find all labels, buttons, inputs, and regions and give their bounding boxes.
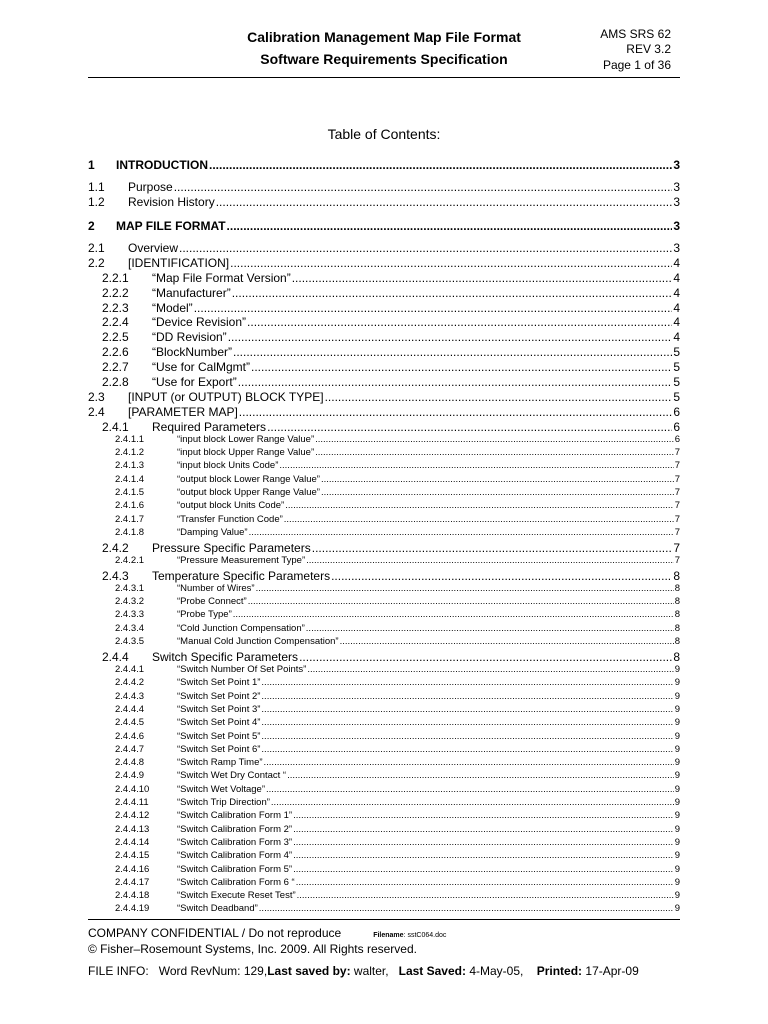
toc-entry-page: 4: [673, 285, 680, 300]
toc-dot-leader: [306, 555, 674, 566]
toc-entry-page: 6: [674, 433, 680, 445]
toc-dot-leader: [266, 784, 674, 795]
confidential-line: COMPANY CONFIDENTIAL / Do not reproduce Filename: sstC064.doc: [88, 926, 447, 940]
toc-entry-title: “Switch Trip Direction”: [177, 797, 270, 808]
toc-entry-title: “Switch Wet Dry Contact “: [177, 770, 287, 782]
toc-entry-number: 2.3: [88, 389, 105, 404]
toc-entry-title: “Probe Type”: [177, 609, 232, 621]
toc-entry[interactable]: [88, 583, 680, 594]
toc-entry-page: 4: [673, 300, 680, 315]
toc-entry-title: “Number of Wires”: [177, 582, 255, 594]
toc-entry-page: 4: [673, 255, 680, 270]
document-revision: REV 3.2: [626, 42, 671, 56]
toc-entry-number: 2.4.1.3: [115, 460, 145, 472]
toc-entry-number: 2.4.4.3: [115, 690, 145, 702]
toc-entry[interactable]: [88, 717, 680, 728]
toc-entry-title: Pressure Specific Parameters: [152, 540, 311, 555]
toc-entry-title: “Switch Set Point 5”: [177, 730, 261, 742]
toc-dot-leader: [209, 158, 672, 172]
page-number: Page 1 of 36: [602, 58, 671, 72]
toc-dot-leader: [261, 731, 673, 742]
toc-entry-title: “Manual Cold Junction Compensation”: [177, 636, 339, 647]
confidential-notice: COMPANY CONFIDENTIAL / Do not reproduce: [88, 926, 342, 940]
toc-dot-leader: [279, 460, 673, 471]
toc-entry-title: “Switch Set Point 4”: [177, 717, 261, 729]
toc-dot-leader: [239, 405, 673, 419]
toc-entry-page: 7: [674, 554, 680, 566]
toc-entry-title: “Use for Export”: [152, 375, 237, 389]
toc-entry-number: 2.4.4.7: [115, 743, 145, 755]
toc-entry-title: Revision History: [128, 194, 215, 209]
toc-dot-leader: [287, 770, 674, 781]
toc-dot-leader: [230, 256, 672, 270]
file-info-line: [88, 964, 639, 978]
toc-entry-page: 3: [673, 158, 680, 172]
footer-divider: [88, 919, 680, 920]
toc-dot-leader: [247, 315, 672, 329]
toc-entry[interactable]: [88, 877, 680, 888]
toc-entry-title: “Switch Set Point 2”: [177, 690, 261, 702]
toc-entry-title: “Device Revision”: [152, 315, 247, 330]
toc-entry-number: 2.2.7: [102, 360, 129, 375]
toc-entry-number: 2.4.4.5: [115, 717, 145, 729]
toc-entry[interactable]: [88, 636, 680, 647]
filename-label: Filename: [373, 932, 404, 939]
toc-entry-page: 9: [674, 863, 680, 875]
toc-entry[interactable]: [88, 474, 680, 485]
toc-entry[interactable]: [88, 903, 680, 914]
toc-entry-number: 2.4.4.2: [115, 677, 145, 689]
toc-entry-title: “Switch Calibration Form 5”: [177, 863, 293, 875]
toc-entry[interactable]: [88, 650, 680, 664]
toc-dot-leader: [306, 623, 674, 634]
toc-entry-title: Purpose: [128, 180, 173, 194]
toc-entry[interactable]: [88, 824, 680, 835]
toc-dot-leader: [331, 569, 672, 583]
last-saved-label: Last Saved:: [398, 964, 466, 978]
toc-entry[interactable]: [88, 731, 680, 742]
toc-entry-number: 2.4.4: [102, 650, 129, 664]
toc-entry-number: 2.2.6: [102, 345, 129, 360]
toc-entry-page: 9: [674, 850, 680, 862]
toc-entry-page: 9: [674, 823, 680, 835]
toc-dot-leader: [321, 487, 674, 498]
toc-entry-page: 9: [674, 677, 680, 689]
toc-entry-number: 2.4.4.18: [115, 890, 150, 902]
toc-entry-page: 9: [674, 664, 680, 675]
toc-entry-title: “Switch Set Point 6”: [177, 743, 261, 755]
toc-entry-title: Switch Specific Parameters: [152, 650, 299, 664]
toc-entry-title: “Switch Calibration Form 2”: [177, 823, 293, 835]
document-title: Calibration Management Map File Format: [247, 29, 521, 45]
toc-entry-number: 2.2: [88, 255, 105, 270]
toc-entry-number: 2.4.4.6: [115, 730, 145, 742]
toc-entry-page: 9: [674, 836, 680, 848]
toc-entry[interactable]: [88, 555, 680, 566]
toc-entry-number: 2.1: [88, 240, 105, 255]
toc-entry-page: 8: [674, 596, 680, 608]
toc-entry-page: 8: [674, 582, 680, 594]
toc-entry-title: “Switch Calibration Form 1”: [177, 810, 293, 822]
toc-entry[interactable]: [88, 744, 680, 755]
toc-entry-number: 2.4.1.8: [115, 526, 145, 538]
toc-entry-title: “input block Upper Range Value”: [177, 447, 315, 458]
toc-entry[interactable]: [88, 770, 680, 781]
toc-entry-page: 5: [673, 345, 680, 360]
document-subtitle: Software Requirements Specification: [260, 51, 508, 67]
toc-entry-number: 2.4.1.6: [115, 500, 145, 512]
last-saved-by-value: walter,: [353, 964, 389, 978]
toc-entry-number: 2.4.4.15: [115, 850, 150, 862]
toc-entry-page: 9: [674, 903, 680, 915]
toc-entry-title: INTRODUCTION: [116, 158, 208, 172]
toc-entry-title: “Transfer Function Code”: [177, 513, 283, 525]
toc-entry-page: 9: [674, 876, 680, 888]
toc-entry-page: 7: [674, 473, 680, 485]
toc-entry[interactable]: [88, 850, 680, 861]
toc-entry[interactable]: [88, 664, 680, 675]
toc-entry-title: “input block Lower Range Value”: [177, 433, 315, 445]
toc-entry[interactable]: [88, 541, 680, 555]
toc-dot-leader: [267, 420, 672, 434]
toc-dot-leader: [285, 500, 674, 511]
toc-entry-number: 2.2.8: [102, 375, 129, 389]
toc-entry-page: 6: [673, 404, 680, 419]
toc-dot-leader: [293, 837, 674, 848]
toc-dot-leader: [315, 447, 674, 458]
toc-entry-title: “Switch Calibration Form 6 “: [177, 876, 295, 888]
toc-entry-page: 7: [674, 500, 680, 512]
printed-value: 17-Apr-09: [585, 964, 639, 978]
toc-entry-title: “output block Lower Range Value”: [177, 473, 320, 485]
toc-entry-number: 2.4.1.1: [115, 433, 145, 445]
toc-entry-title: “Use for CalMgmt”: [152, 360, 251, 375]
toc-entry[interactable]: [88, 890, 680, 901]
toc-entry-title: “Switch Wet Voltage”: [177, 783, 266, 795]
toc-entry-page: 9: [674, 783, 680, 795]
toc-entry-title: Temperature Specific Parameters: [152, 568, 331, 583]
toc-dot-leader: [261, 691, 673, 702]
toc-entry-page: 9: [674, 757, 680, 769]
toc-entry-number: 2.4.3: [102, 568, 129, 583]
toc-entry-number: 2.2.3: [102, 300, 129, 315]
file-info-label: FILE INFO:: [88, 964, 149, 978]
toc-entry[interactable]: [88, 596, 680, 607]
toc-entry[interactable]: [88, 315, 680, 329]
toc-entry-title: “Switch Execute Reset Test”: [177, 890, 296, 902]
toc-entry[interactable]: [88, 180, 680, 194]
toc-entry-title: “Probe Connect”: [177, 596, 247, 608]
toc-entry[interactable]: [88, 286, 680, 300]
toc-entry-page: 9: [674, 770, 680, 782]
toc-entry-page: 9: [674, 743, 680, 755]
toc-dot-leader: [325, 390, 673, 404]
toc-dot-leader: [227, 219, 673, 233]
toc-entry-number: 2.4.3.5: [115, 636, 145, 647]
header-divider: [88, 77, 680, 78]
toc-entry-title: “Switch Set Point 1”: [177, 677, 261, 689]
toc-entry[interactable]: [88, 241, 680, 255]
toc-dot-leader: [261, 744, 673, 755]
toc-entry-number: 2.4.2: [102, 540, 129, 555]
toc-dot-leader: [179, 241, 672, 255]
toc-entry-number: 2.2.4: [102, 315, 129, 330]
toc-dot-leader: [174, 180, 673, 194]
toc-dot-leader: [271, 797, 674, 808]
toc-entry-title: “Switch Calibration Form 4”: [177, 850, 293, 862]
toc-entry[interactable]: [88, 691, 680, 702]
toc-entry-number: 2.2.5: [102, 330, 129, 345]
toc-entry-page: 4: [673, 270, 680, 285]
toc-dot-leader: [194, 301, 673, 315]
toc-entry-page: 3: [673, 194, 680, 209]
toc-entry-title: “Switch Calibration Form 3”: [177, 836, 293, 848]
toc-entry[interactable]: [88, 757, 680, 768]
toc-entry[interactable]: [88, 195, 680, 209]
toc-entry[interactable]: [88, 810, 680, 821]
toc-entry-page: 8: [673, 568, 680, 583]
toc-entry[interactable]: [88, 837, 680, 848]
toc-entry-number: 2: [88, 218, 95, 233]
toc-entry-page: 4: [673, 315, 680, 330]
toc-entry-title: “Switch Number Of Set Points”: [177, 664, 307, 675]
toc-dot-leader: [251, 360, 672, 374]
toc-dot-leader: [256, 583, 674, 594]
toc-entry-number: 2.2.1: [102, 270, 129, 285]
toc-entry[interactable]: [88, 330, 680, 344]
toc-dot-leader: [299, 650, 672, 664]
toc-entry-number: 2.4.4.16: [115, 863, 150, 875]
word-revnum: Word RevNum: 129,: [158, 964, 268, 978]
toc-entry-number: 2.4.3.2: [115, 596, 145, 608]
toc-entry-title: Overview: [128, 240, 179, 255]
toc-entry-page: 3: [673, 180, 680, 194]
last-saved-by-label: Last saved by:: [267, 964, 351, 978]
toc-entry[interactable]: [88, 271, 680, 285]
toc-dot-leader: [233, 609, 674, 620]
toc-entry-number: 2.4.1.2: [115, 447, 145, 458]
toc-dot-leader: [261, 677, 673, 688]
toc-dot-leader: [293, 824, 674, 835]
toc-dot-leader: [264, 757, 674, 768]
toc-dot-leader: [259, 903, 674, 914]
last-saved-value: 4-May-05,: [469, 964, 524, 978]
toc-entry-number: 2.4.4.19: [115, 903, 150, 915]
toc-dot-leader: [307, 664, 673, 675]
toc-dot-leader: [292, 271, 673, 285]
toc-entry-number: 2.4.3.4: [115, 622, 145, 634]
toc-dot-leader: [228, 330, 673, 344]
toc-entry-title: [INPUT (or OUTPUT) BLOCK TYPE]: [128, 389, 324, 404]
toc-entry-title: Required Parameters: [152, 419, 267, 434]
toc-dot-leader: [340, 636, 674, 647]
toc-entry[interactable]: [88, 514, 680, 525]
toc-entry[interactable]: [88, 704, 680, 715]
toc-entry-title: “Switch Deadband”: [177, 903, 258, 915]
toc-entry-page: 7: [673, 540, 680, 555]
toc-dot-leader: [284, 514, 674, 525]
toc-entry-number: 2.4.2.1: [115, 554, 145, 566]
toc-entry-number: 2.4.4.12: [115, 810, 150, 822]
toc-heading: Table of Contents:: [327, 126, 441, 142]
toc-entry-number: 2.4.3.3: [115, 609, 145, 621]
toc-entry-title: [IDENTIFICATION]: [128, 255, 230, 270]
toc-dot-leader: [249, 527, 674, 538]
toc-dot-leader: [321, 474, 674, 485]
toc-entry-page: 9: [674, 810, 680, 822]
toc-entry[interactable]: [88, 797, 680, 808]
toc-entry[interactable]: [88, 434, 680, 445]
toc-entry[interactable]: [88, 447, 680, 458]
toc-entry-page: 9: [674, 703, 680, 715]
toc-entry-number: 2.4.4.11: [115, 797, 149, 808]
toc-dot-leader: [248, 596, 674, 607]
document-id: AMS SRS 62: [600, 27, 671, 41]
toc-entry-number: 2.4.4.10: [115, 783, 150, 795]
toc-entry-title: “Damping Value”: [177, 526, 248, 538]
toc-dot-leader: [296, 877, 674, 888]
toc-entry[interactable]: [88, 569, 680, 583]
toc-entry[interactable]: [88, 345, 680, 359]
toc-entry-page: 7: [674, 486, 680, 498]
toc-entry-page: 4: [673, 330, 680, 345]
toc-entry[interactable]: [88, 375, 680, 389]
toc-entry-title: “output block Units Code”: [177, 500, 285, 512]
copyright-line: © Fisher–Rosemount Systems, Inc. 2009. All Rights reserved.: [88, 942, 417, 956]
toc-dot-leader: [261, 717, 673, 728]
toc-entry-title: “Map File Format Version”: [152, 270, 291, 285]
toc-entry[interactable]: [88, 677, 680, 688]
toc-entry-number: 1: [88, 158, 95, 172]
toc-entry-page: 3: [673, 240, 680, 255]
toc-entry-title: “Switch Set Point 3”: [177, 703, 261, 715]
toc-entry-title: “Model”: [152, 300, 193, 315]
toc-entry-page: 8: [674, 609, 680, 621]
toc-entry-number: 1.2: [88, 194, 105, 209]
toc-entry[interactable]: [88, 527, 680, 538]
toc-entry[interactable]: [88, 219, 680, 233]
toc-entry-number: 2.4.4.14: [115, 836, 150, 848]
toc-entry-page: 9: [674, 797, 680, 808]
toc-entry[interactable]: [88, 460, 680, 471]
toc-dot-leader: [293, 864, 674, 875]
toc-entry-page: 3: [673, 218, 680, 233]
toc-entry[interactable]: [88, 360, 680, 374]
filename-value: sstC064.doc: [407, 932, 447, 939]
toc-entry-page: 8: [674, 636, 680, 647]
toc-entry-number: 2.4.1: [102, 419, 129, 434]
toc-entry[interactable]: [88, 390, 680, 404]
toc-dot-leader: [261, 704, 673, 715]
toc-entry-page: 8: [673, 650, 680, 664]
toc-entry-number: 2.4.4.17: [115, 876, 150, 888]
toc-dot-leader: [232, 286, 673, 300]
toc-entry-number: 2.4.1.7: [115, 513, 145, 525]
toc-dot-leader: [315, 434, 674, 445]
toc-entry-number: 2.4.1.5: [115, 486, 145, 498]
toc-entry-number: 2.4.4.4: [115, 703, 145, 715]
toc-entry-title: “DD Revision”: [152, 330, 227, 345]
toc-entry[interactable]: [88, 609, 680, 620]
toc-entry-page: 7: [674, 447, 680, 458]
toc-entry-title: “Cold Junction Compensation”: [177, 622, 305, 634]
toc-entry-page: 6: [673, 419, 680, 434]
toc-entry-title: [PARAMETER MAP]: [128, 404, 238, 419]
toc-entry-number: 2.4.1.4: [115, 473, 145, 485]
printed-label: Printed:: [536, 964, 583, 978]
toc-entry-title: “input block Units Code”: [177, 460, 279, 472]
toc-entry-title: “Pressure Measurement Type”: [177, 554, 306, 566]
toc-entry[interactable]: [88, 487, 680, 498]
toc-entry-title: “output block Upper Range Value”: [177, 486, 320, 498]
toc-entry-number: 2.4.4.13: [115, 823, 150, 835]
toc-entry-page: 9: [674, 890, 680, 902]
toc-entry[interactable]: [88, 623, 680, 634]
toc-entry-title: MAP FILE FORMAT: [116, 218, 226, 233]
toc-dot-leader: [216, 195, 673, 209]
toc-entry-title: “BlockNumber”: [152, 345, 233, 360]
toc-entry-number: 1.1: [88, 180, 105, 194]
toc-entry[interactable]: [88, 420, 680, 434]
toc-entry[interactable]: [88, 405, 680, 419]
toc-entry-page: 8: [674, 622, 680, 634]
toc-entry-title: “Manufacturer”: [152, 285, 231, 300]
toc-entry[interactable]: [88, 500, 680, 511]
toc-dot-leader: [297, 890, 674, 901]
toc-entry-page: 5: [673, 375, 680, 389]
toc-dot-leader: [312, 541, 673, 555]
toc-entry[interactable]: [88, 784, 680, 795]
toc-entry-page: 5: [673, 389, 680, 404]
toc-entry-number: 2.4.4.9: [115, 770, 145, 782]
toc-dot-leader: [293, 850, 674, 861]
toc-entry-page: 7: [674, 460, 680, 472]
toc-entry[interactable]: [88, 256, 680, 270]
toc-entry-title: “Switch Ramp Time”: [177, 757, 263, 769]
toc-entry-page: 9: [674, 730, 680, 742]
toc-entry-page: 7: [674, 513, 680, 525]
toc-entry-number: 2.2.2: [102, 285, 129, 300]
toc-entry-page: 5: [673, 360, 680, 375]
toc-entry-page: 9: [674, 690, 680, 702]
toc-entry-number: 2.4.4.8: [115, 757, 145, 769]
toc-entry-page: 7: [674, 526, 680, 538]
toc-dot-leader: [238, 375, 673, 389]
toc-entry-page: 9: [674, 717, 680, 729]
toc-entry[interactable]: [88, 864, 680, 875]
toc-entry-number: 2.4.4.1: [115, 664, 145, 675]
toc-entry-number: 2.4: [88, 404, 105, 419]
toc-dot-leader: [233, 345, 672, 359]
toc-dot-leader: [293, 810, 674, 821]
toc-entry-number: 2.4.3.1: [115, 582, 145, 594]
toc-entry[interactable]: [88, 301, 680, 315]
toc-entry[interactable]: [88, 158, 680, 172]
